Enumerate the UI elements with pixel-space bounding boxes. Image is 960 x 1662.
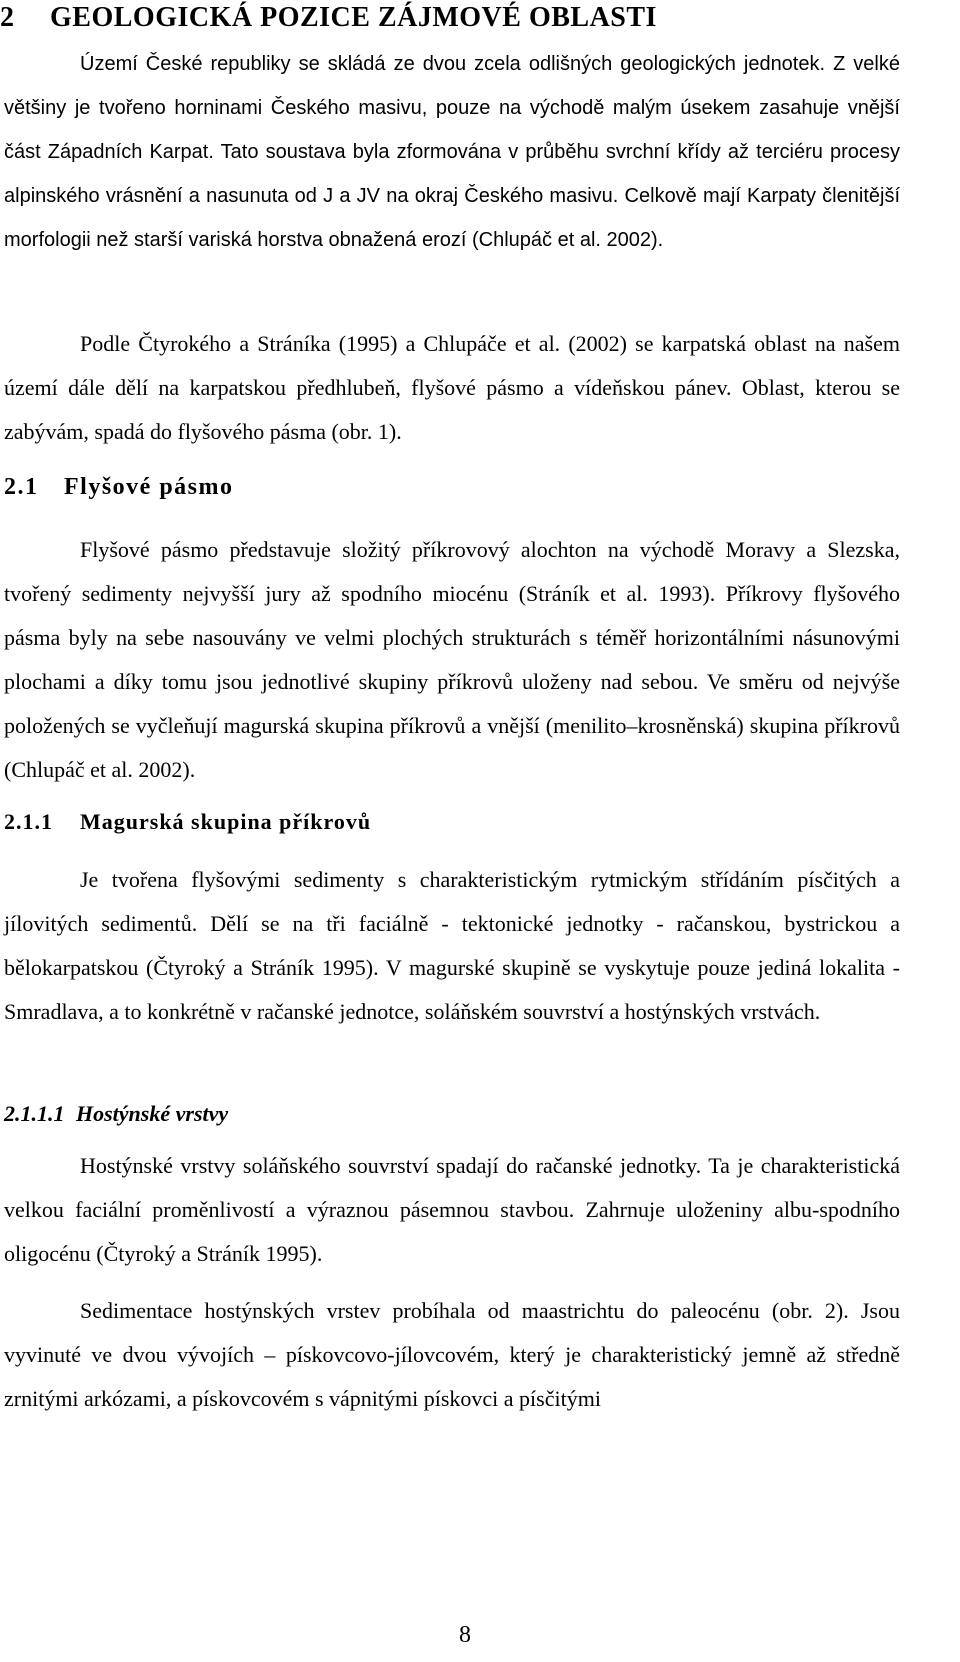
paragraph-flysch: Flyšové pásmo představuje složitý příkrovový alochton na východě Moravy a Slezska, tvořený sedimenty nejvyšší jury až spodního miocénu (Stráník et al. 1993). Příkrovy flyšového pásma byly na sebe nasouvány ve velmi plochých strukturách s téměř horizontálními násunovými plochami a díky tomu jsou jednotlivé skupiny příkrovů uloženy nad sebou. Ve směru od nejvýše položených se vyčleňují magurská skupina příkrovů a vnější (menilito–krosněnská) skupina příkrovů (Chlupáč et al. 2002). — [4, 537, 900, 782]
paragraph-magura: Je tvořena flyšovými sedimenty s charakteristickým rytmickým střídáním písčitých a jílovitých sedimentů. Dělí se na tři faciálně - tektonické jednotky - račanskou, bystrickou a bělokarpatskou (Čtyroký a Stráník 1995). V magurské skupině se vyskytuje pouze jediná lokalita - Smradlava, a to konkrétně v račanské jednotce, soláňském souvrství a hostýnských vrstvách. — [4, 867, 900, 1024]
subsection-heading-hostyn — [4, 1101, 228, 1127]
paragraph-intro: Území České republiky se skládá ze dvou zcela odlišných geologických jednotek. Z velké většiny je tvořeno horninami Českého masivu, pouze na východě malým úsekem zasahuje vnější část Západních Karpat. Tato soustava byla zformována v průběhu svrchní křídy až terciéru procesy alpinského vrásnění a nasunuta od J a JV na okraj Českého masivu. Celkově mají Karpaty členitější morfologii než starší variská horstva obnažená erozí (Chlupáč et al. 2002). — [4, 53, 900, 251]
subsection-number: 2.1.1 — [4, 809, 53, 834]
page-number: 8 — [459, 1622, 471, 1648]
subsection-number: 2.1 — [4, 474, 39, 500]
subsection-title: Magurská skupina příkrovů — [80, 809, 372, 834]
paragraph-hostyn: Hostýnské vrstvy soláňského souvrství spadají do račanské jednotky. Ta je charakteristická velkou faciální proměnlivostí a výraznou pásemnou stavbou. Zahrnuje uloženiny albu-spodního oligocénu (Čtyroký a Stráník 1995). — [4, 1153, 900, 1266]
subsection-heading-magura — [4, 809, 371, 835]
paragraph-division: Podle Čtyrokého a Stráníka (1995) a Chlupáče et al. (2002) se karpatská oblast na našem území dále dělí na karpatskou předhlubeň, flyšové pásmo a vídeňskou pánev. Oblast, kterou se zabývám, spadá do flyšového pásma (obr. 1). — [4, 331, 900, 444]
subsection-number: 2.1.1.1 — [4, 1101, 65, 1126]
section-heading — [0, 2, 657, 34]
paragraph-sedimentation: Sedimentace hostýnských vrstev probíhala od maastrichtu do paleocénu (obr. 2). Jsou vyvinuté ve dvou vývojích – pískovcovo-jílovcovém, který je charakteristický jemně až středně zrnitými arkózami, a pískovcovém s vápnitými pískovci a písčitými — [4, 1298, 900, 1411]
subsection-heading-flysch — [4, 474, 234, 501]
subsection-title: Flyšové pásmo — [64, 474, 234, 500]
section-number: 2 — [0, 2, 15, 33]
section-title: GEOLOGICKÁ POZICE ZÁJMOVÉ OBLASTI — [50, 2, 657, 33]
subsection-title: Hostýnské vrstvy — [76, 1101, 229, 1126]
